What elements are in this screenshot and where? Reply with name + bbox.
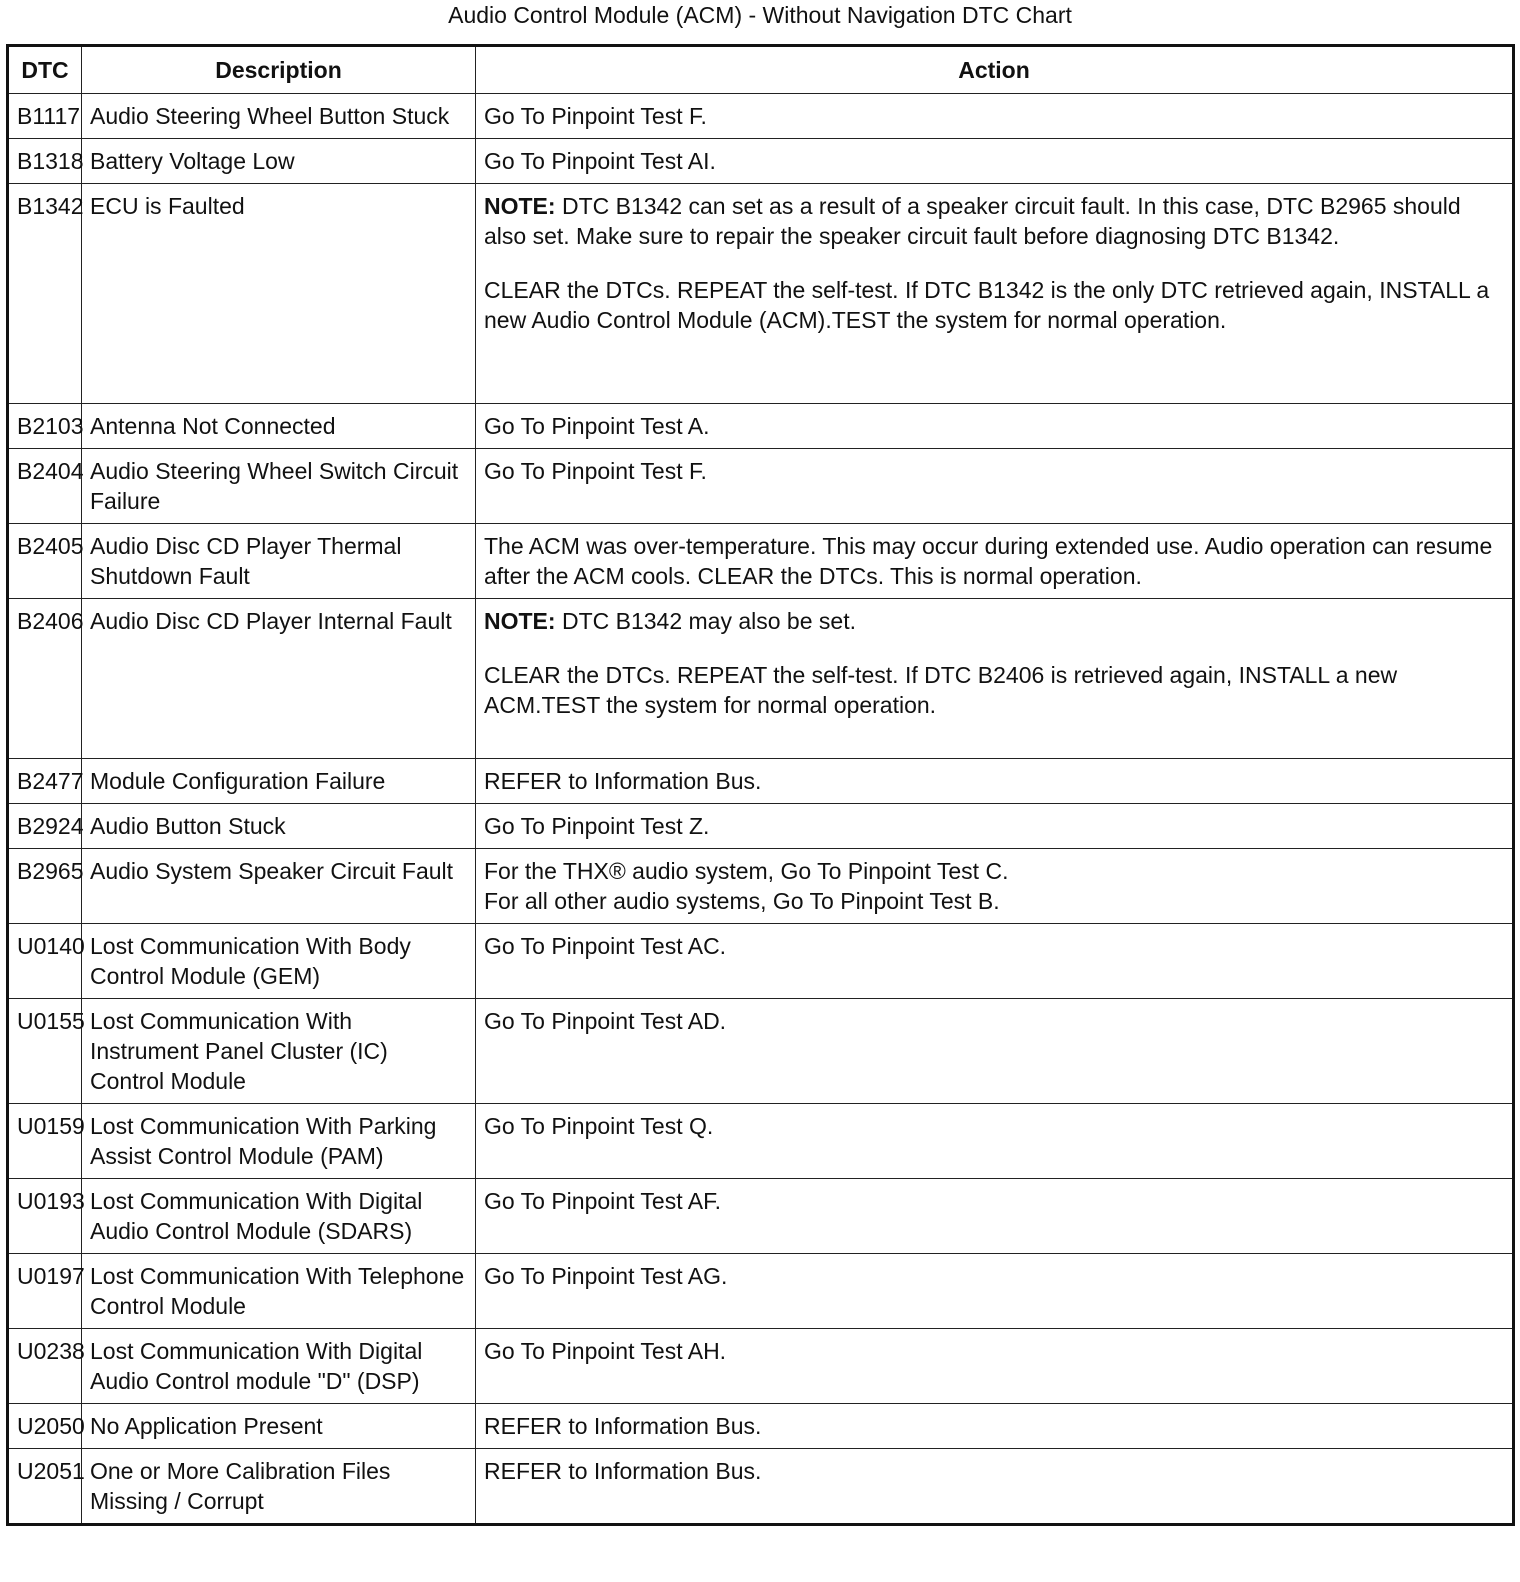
table-row [8,1329,1514,1404]
dtc-description: One or More Calibration Files Missing / Corrupt [82,1449,476,1525]
header-dtc: DTC [8,46,82,94]
action-line: Go To Pinpoint Test Q. [484,1113,714,1139]
dtc-description: Lost Communication With Digital Audio Control module "D" (DSP) [82,1329,476,1404]
dtc-description: ECU is Faulted [82,184,476,404]
dtc-description: Lost Communication With Digital Audio Control Module (SDARS) [82,1179,476,1254]
dtc-description: Module Configuration Failure [82,759,476,804]
action-line: Go To Pinpoint Test AC. [484,933,727,959]
note-text: DTC B1342 can set as a result of a speaker circuit fault. In this case, DTC B2965 should also set. Make sure to repair the speaker circuit fault before diagnosing DTC B1342. [484,193,1461,249]
dtc-action [476,1404,1514,1449]
dtc-description: Audio Button Stuck [82,804,476,849]
dtc-action [476,849,1514,924]
table-body [8,94,1514,1525]
dtc-code: U0193 [8,1179,82,1254]
dtc-action [476,999,1514,1104]
dtc-description: Audio Disc CD Player Thermal Shutdown Fault [82,524,476,599]
dtc-action [476,1254,1514,1329]
dtc-description: Audio Steering Wheel Button Stuck [82,94,476,139]
action-line: REFER to Information Bus. [484,1458,762,1484]
dtc-code: U0238 [8,1329,82,1404]
action-line: For all other audio systems, Go To Pinpoint Test B. [484,888,1000,914]
action-line: Go To Pinpoint Test AD. [484,1008,727,1034]
dtc-action [476,1104,1514,1179]
table-row [8,759,1514,804]
note-label: NOTE: [484,608,556,634]
dtc-description: Lost Communication With Instrument Panel Cluster (IC) Control Module [82,999,476,1104]
table-row [8,524,1514,599]
action-line: Go To Pinpoint Test AF. [484,1188,721,1214]
action-line: Go To Pinpoint Test Z. [484,813,710,839]
table-row [8,1254,1514,1329]
action-line: For the THX® audio system, Go To Pinpoint Test C. [484,858,1009,884]
action-line: The ACM was over-temperature. This may occur during extended use. Audio operation can resume after the ACM cools. CLEAR the DTCs. This is normal operation. [484,533,1493,589]
dtc-code: B1342 [8,184,82,404]
dtc-code: U2051 [8,1449,82,1525]
dtc-action [476,449,1514,524]
action-line: Go To Pinpoint Test F. [484,458,707,484]
dtc-code: B2477 [8,759,82,804]
dtc-code: B2405 [8,524,82,599]
dtc-description: Audio Disc CD Player Internal Fault [82,599,476,759]
note-paragraph [484,191,1504,251]
action-line: Go To Pinpoint Test AI. [484,148,716,174]
dtc-code: B2404 [8,449,82,524]
dtc-action [476,404,1514,449]
table-row [8,599,1514,759]
note-paragraph [484,606,1504,636]
action-line: Go To Pinpoint Test A. [484,413,710,439]
dtc-description: Battery Voltage Low [82,139,476,184]
table-row [8,849,1514,924]
dtc-code: B2924 [8,804,82,849]
dtc-description: Lost Communication With Parking Assist Control Module (PAM) [82,1104,476,1179]
table-row [8,139,1514,184]
dtc-action [476,924,1514,999]
action-line: REFER to Information Bus. [484,1413,762,1439]
table-row [8,1179,1514,1254]
note-text: DTC B1342 may also be set. [561,608,856,634]
dtc-table [6,44,1515,1526]
dtc-action [476,759,1514,804]
dtc-description: Lost Communication With Telephone Control Module [82,1254,476,1329]
dtc-action [476,139,1514,184]
table-row [8,94,1514,139]
dtc-code: U0159 [8,1104,82,1179]
action-line: Go To Pinpoint Test AG. [484,1263,728,1289]
dtc-code: B1318 [8,139,82,184]
dtc-description: Audio Steering Wheel Switch Circuit Failure [82,449,476,524]
action-line: REFER to Information Bus. [484,768,762,794]
table-row [8,404,1514,449]
table-row [8,1404,1514,1449]
dtc-action [476,94,1514,139]
action-paragraph: CLEAR the DTCs. REPEAT the self-test. If DTC B2406 is retrieved again, INSTALL a new ACM.TEST the system for normal operation. [484,662,1398,718]
table-row [8,1449,1514,1525]
table-row [8,449,1514,524]
dtc-code: U0140 [8,924,82,999]
dtc-action [476,184,1514,404]
dtc-action [476,599,1514,759]
dtc-description: Audio System Speaker Circuit Fault [82,849,476,924]
dtc-code: U0155 [8,999,82,1104]
table-row [8,924,1514,999]
table-row [8,184,1514,404]
table-row [8,1104,1514,1179]
table-row [8,804,1514,849]
dtc-code: B2103 [8,404,82,449]
page-title: Audio Control Module (ACM) - Without Navigation DTC Chart [448,2,1072,28]
action-paragraph: CLEAR the DTCs. REPEAT the self-test. If DTC B1342 is the only DTC retrieved again, INSTALL a new Audio Control Module (ACM).TEST the system for normal operation. [484,277,1490,333]
dtc-code: B2965 [8,849,82,924]
dtc-description: Antenna Not Connected [82,404,476,449]
note-label: NOTE: [484,193,556,219]
header-description: Description [82,46,476,94]
dtc-code: B1117 [8,94,82,139]
header-row [8,46,1514,94]
action-line: Go To Pinpoint Test F. [484,103,707,129]
dtc-action [476,1329,1514,1404]
dtc-action [476,1449,1514,1525]
dtc-action [476,804,1514,849]
dtc-action [476,1179,1514,1254]
dtc-action [476,524,1514,599]
header-action: Action [476,46,1514,94]
dtc-description: No Application Present [82,1404,476,1449]
action-line: Go To Pinpoint Test AH. [484,1338,727,1364]
dtc-description: Lost Communication With Body Control Module (GEM) [82,924,476,999]
dtc-code: U0197 [8,1254,82,1329]
dtc-code: B2406 [8,599,82,759]
table-row [8,999,1514,1104]
dtc-code: U2050 [8,1404,82,1449]
